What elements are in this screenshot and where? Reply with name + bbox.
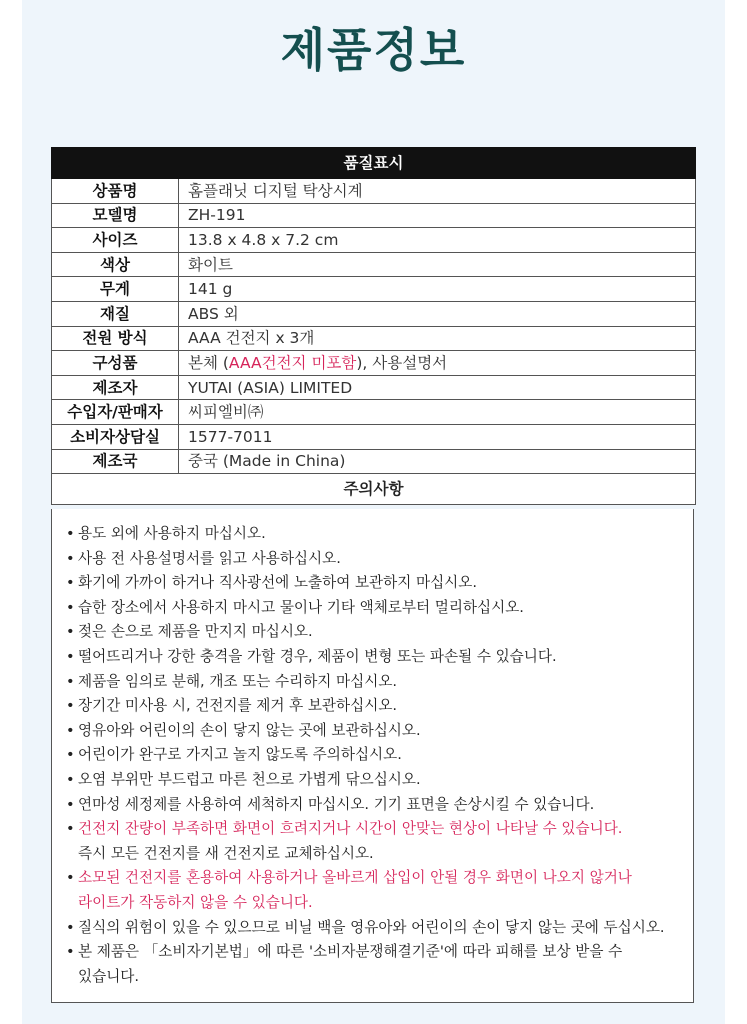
warning-followup-line: 즉시 모든 건전지를 새 건전지로 교체하십시오. (78, 844, 374, 862)
list-item: • 떨어뜨리거나 강한 충격을 가할 경우, 제품이 변형 또는 파손될 수 있습니다. (66, 645, 693, 670)
warning-line-continued: 라이트가 작동하지 않을 수 있습니다. (78, 893, 313, 911)
table-row (52, 179, 696, 204)
row-label: 제조자 (52, 375, 179, 400)
table-row (52, 424, 696, 449)
row-value: 홈플래닛 디지털 탁상시계 (179, 179, 696, 204)
row-value: 1577-7011 (179, 424, 696, 449)
table-row (52, 203, 696, 228)
battery-not-included-note: AAA건전지 미포함 (228, 353, 357, 372)
list-item-line: • 본 제품은 「소비자기본법」에 따른 '소비자분쟁해결기준'에 따라 피해를 보상 받을 수 (78, 943, 623, 961)
row-label: 소비자상담실 (52, 424, 179, 449)
table-row (52, 375, 696, 400)
row-value: 화이트 (179, 252, 696, 277)
list-item: • 장기간 미사용 시, 건전지를 제거 후 보관하십시오. (66, 694, 693, 719)
row-label: 모델명 (52, 203, 179, 228)
list-item: • 습한 장소에서 사용하지 마시고 물이나 기타 액체로부터 멀리하십시오. (66, 596, 693, 621)
row-label: 무게 (52, 277, 179, 302)
row-value: ZH-191 (179, 203, 696, 228)
table-row (52, 400, 696, 425)
row-value: 씨피엘비㈜ (179, 400, 696, 425)
list-item-line-continued: 있습니다. (78, 967, 140, 985)
warning-line: • 건전지 잔량이 부족하면 화면이 흐려지거나 시간이 안맞는 현상이 나타날 수 있습니다. (78, 820, 623, 838)
row-label: 사이즈 (52, 228, 179, 253)
table-row (52, 449, 696, 474)
row-label: 상품명 (52, 179, 179, 204)
list-item: • 연마성 세정제를 사용하여 세척하지 마십시오. 기기 표면을 손상시킬 수 있습니다. (66, 793, 693, 818)
row-value: 중국 (Made in China) (179, 449, 696, 474)
row-value: 13.8 x 4.8 x 7.2 cm (179, 228, 696, 253)
value-prefix: 본체 ( (188, 353, 229, 372)
caution-heading-row (52, 474, 696, 505)
table-row (52, 277, 696, 302)
row-label: 전원 방식 (52, 326, 179, 351)
list-item: • 용도 외에 사용하지 마십시오. (66, 522, 693, 547)
list-item (66, 940, 693, 989)
row-label: 재질 (52, 301, 179, 326)
caution-list (52, 509, 693, 989)
table-row (52, 301, 696, 326)
row-value: AAA 건전지 x 3개 (179, 326, 696, 351)
row-value: ABS 외 (179, 301, 696, 326)
spec-table (51, 147, 696, 505)
row-label: 색상 (52, 252, 179, 277)
list-item: • 젖은 손으로 제품을 만지지 마십시오. (66, 620, 693, 645)
row-value: YUTAI (ASIA) LIMITED (179, 375, 696, 400)
list-item-warning (66, 817, 693, 866)
list-item: • 제품을 임의로 분해, 개조 또는 수리하지 마십시오. (66, 670, 693, 695)
table-row (52, 326, 696, 351)
list-item: • 사용 전 사용설명서를 읽고 사용하십시오. (66, 547, 693, 572)
table-row (52, 252, 696, 277)
list-item: • 어린이가 완구로 가지고 놀지 않도록 주의하십시오. (66, 743, 693, 768)
list-item: • 오염 부위만 부드럽고 마른 천으로 가볍게 닦으십시오. (66, 768, 693, 793)
table-row (52, 351, 696, 376)
warning-line: • 소모된 건전지를 혼용하여 사용하거나 올바르게 삽입이 안될 경우 화면이 나오지 않거나 (78, 869, 632, 887)
list-item: • 영유아와 어린이의 손이 닿지 않는 곳에 보관하십시오. (66, 719, 693, 744)
row-label: 제조국 (52, 449, 179, 474)
caution-heading: 주의사항 (52, 474, 696, 505)
row-value (179, 351, 696, 376)
list-item: • 질식의 위험이 있을 수 있으므로 비닐 백을 영유아와 어린이의 손이 닿지 않는 곳에 두십시오. (66, 916, 693, 941)
caution-list-box (51, 509, 694, 1003)
list-item-warning (66, 866, 693, 915)
row-label: 구성품 (52, 351, 179, 376)
list-item: • 화기에 가까이 하거나 직사광선에 노출하여 보관하지 마십시오. (66, 571, 693, 596)
spec-table-header-row (52, 148, 696, 179)
row-label: 수입자/판매자 (52, 400, 179, 425)
spec-table-heading: 품질표시 (52, 148, 696, 179)
row-value: 141 g (179, 277, 696, 302)
value-suffix: ), 사용설명서 (356, 353, 448, 372)
page-title: 제품정보 (280, 23, 467, 77)
table-row (52, 228, 696, 253)
